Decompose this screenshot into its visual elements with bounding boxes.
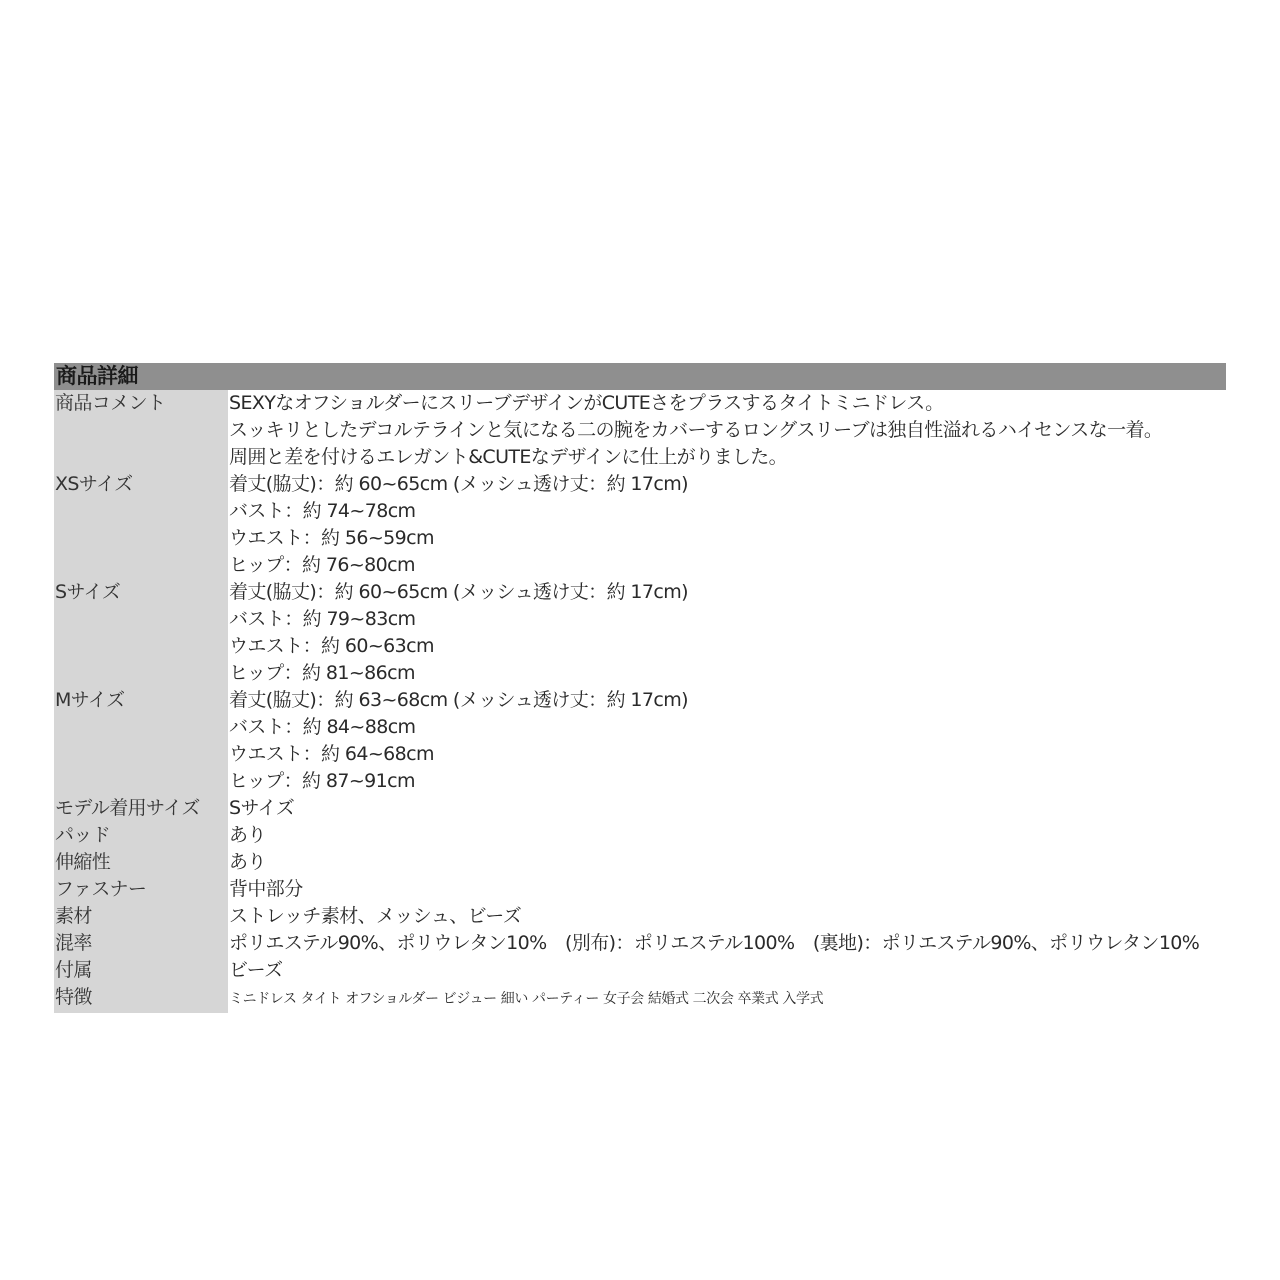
- stretch-label: 伸縮性: [54, 849, 228, 876]
- spec-row-features: [54, 984, 1227, 1013]
- s-size-value: [228, 579, 1227, 687]
- spec-row-comment: [54, 390, 1227, 471]
- spec-row-fastener: [54, 876, 1227, 903]
- xs-size-value: [228, 471, 1227, 579]
- s-size-label: Sサイズ: [54, 579, 228, 687]
- blend-text: ポリエステル90%、ポリウレタン10% (別布)：ポリエステル100% (裏地)：ポリエステル90%、ポリウレタン10%: [229, 932, 1200, 954]
- feature-tags: ミニドレス タイト オフショルダー ビジュー 細い パーティー 女子会 結婚式 二次会 卒業式 入学式: [229, 991, 824, 1007]
- comment-value: [228, 390, 1227, 471]
- measurement-hip: ヒップ：約 87~91cm: [229, 770, 415, 792]
- fastener-value: 背中部分: [228, 876, 1227, 903]
- comment-line: スッキリとしたデコルテラインと気になる二の腕をカバーするロングスリーブは独自性溢れるハイセンスな一着。: [229, 419, 1163, 441]
- features-value: [228, 984, 1227, 1013]
- model-size-value: Sサイズ: [228, 795, 1227, 822]
- product-detail-table: [54, 363, 1226, 1013]
- blend-value: [228, 930, 1227, 957]
- spec-row-pad: [54, 822, 1227, 849]
- measurement-waist: ウエスト：約 56~59cm: [229, 527, 434, 549]
- measurement-length: 着丈(脇丈)：約 60~65cm (メッシュ透け丈：約 17cm): [229, 581, 688, 603]
- m-size-value: [228, 687, 1227, 795]
- measurement-bust: バスト：約 74~78cm: [229, 500, 416, 522]
- comment-line: 周囲と差を付けるエレガント&CUTEなデザインに仕上がりました。: [229, 446, 788, 468]
- accessory-value: ビーズ: [228, 957, 1227, 984]
- comment-line: SEXYなオフショルダーにスリーブデザインがCUTEさをプラスするタイトミニドレス。: [229, 392, 944, 414]
- spec-row-xs: [54, 471, 1227, 579]
- fastener-label: ファスナー: [54, 876, 228, 903]
- measurement-bust: バスト：約 79~83cm: [229, 608, 416, 630]
- spec-row-blend: [54, 930, 1227, 957]
- spec-table: [54, 390, 1227, 1013]
- spec-row-stretch: [54, 849, 1227, 876]
- measurement-hip: ヒップ：約 81~86cm: [229, 662, 415, 684]
- spec-row-accessory: [54, 957, 1227, 984]
- features-label: 特徴: [54, 984, 228, 1013]
- pad-value: あり: [228, 822, 1227, 849]
- section-title: 商品詳細: [54, 363, 1226, 390]
- measurement-waist: ウエスト：約 60~63cm: [229, 635, 434, 657]
- accessory-label: 付属: [54, 957, 228, 984]
- measurement-waist: ウエスト：約 64~68cm: [229, 743, 434, 765]
- stretch-value: あり: [228, 849, 1227, 876]
- material-value: ストレッチ素材、メッシュ、ビーズ: [228, 903, 1227, 930]
- spec-row-material: [54, 903, 1227, 930]
- measurement-bust: バスト：約 84~88cm: [229, 716, 416, 738]
- blend-label: 混率: [54, 930, 228, 957]
- spec-row-model-size: [54, 795, 1227, 822]
- xs-size-label: XSサイズ: [54, 471, 228, 579]
- m-size-label: Mサイズ: [54, 687, 228, 795]
- model-size-label: モデル着用サイズ: [54, 795, 228, 822]
- measurement-length: 着丈(脇丈)：約 63~68cm (メッシュ透け丈：約 17cm): [229, 689, 688, 711]
- spec-row-m: [54, 687, 1227, 795]
- measurement-length: 着丈(脇丈)：約 60~65cm (メッシュ透け丈：約 17cm): [229, 473, 688, 495]
- spec-row-s: [54, 579, 1227, 687]
- pad-label: パッド: [54, 822, 228, 849]
- comment-label: 商品コメント: [54, 390, 228, 471]
- measurement-hip: ヒップ：約 76~80cm: [229, 554, 415, 576]
- material-label: 素材: [54, 903, 228, 930]
